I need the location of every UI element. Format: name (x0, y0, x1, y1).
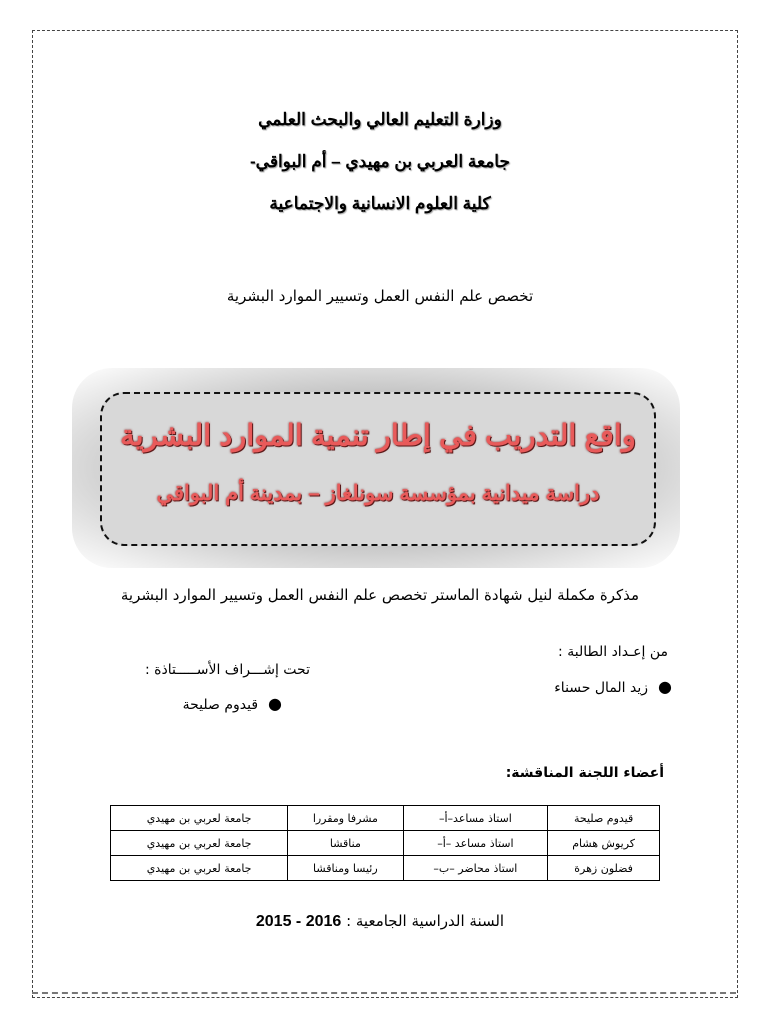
university-heading: جامعة العربي بن مهيدي – أم البواقي- (249, 152, 510, 171)
supervisor-name: قيدوم صليحة (182, 697, 259, 713)
committee-table (110, 805, 660, 881)
specialty-line: تخصص علم النفس العمل وتسيير الموارد البشرية (226, 287, 534, 305)
student-name: زيد المال حسناء (554, 680, 649, 696)
member-role: رئيسا ومناقشا (288, 856, 403, 881)
bullet-icon: ● (268, 694, 282, 713)
bullet-icon: ● (658, 677, 672, 696)
member-name: كريوش هشام (548, 831, 660, 856)
table-row (111, 806, 660, 831)
table-row (111, 831, 660, 856)
faculty-heading: كلية العلوم الانسانية والاجتماعية (269, 194, 491, 213)
academic-year-label: السنة الدراسية الجامعية : (346, 912, 505, 930)
committee-label: أعضاء اللجنة المناقشة: (505, 765, 664, 781)
member-rank: استاذ مساعد –أ– (403, 831, 548, 856)
supervisor-item (183, 694, 282, 713)
thesis-subtitle: دراسة ميدانية بمؤسسة سونلغاز – بمدينة أم البواقي (156, 482, 600, 505)
member-university: جامعة لعربي بن مهيدي (111, 856, 288, 881)
page-bottom-border (32, 992, 736, 994)
member-name: فضلون زهرة (548, 856, 660, 881)
member-role: مناقشا (288, 831, 403, 856)
academic-year (80, 912, 680, 931)
title-box (100, 392, 656, 546)
student-item (554, 677, 672, 696)
academic-year-value: 2015 - 2016 (255, 913, 342, 930)
memo-description: مذكرة مكملة لنيل شهادة الماستر تخصص علم النفس العمل وتسيير الموارد البشرية (120, 586, 640, 604)
thesis-title: واقع التدريب في إطار تنمية الموارد البشرية (120, 420, 636, 452)
member-university: جامعة لعربي بن مهيدي (111, 806, 288, 831)
member-university: جامعة لعربي بن مهيدي (111, 831, 288, 856)
member-role: مشرفا ومقررا (288, 806, 403, 831)
prepared-by-label: من إعـداد الطالبة : (558, 644, 668, 660)
member-rank: استاذ محاضر –ب– (403, 856, 548, 881)
member-name: قيدوم صليحة (548, 806, 660, 831)
member-rank: استاذ مساعد–أ– (403, 806, 548, 831)
supervised-by-label: تحت إشـــراف الأســـــتاذة : (145, 662, 310, 678)
ministry-heading: وزارة التعليم العالي والبحث العلمي (258, 110, 502, 129)
table-row (111, 856, 660, 881)
